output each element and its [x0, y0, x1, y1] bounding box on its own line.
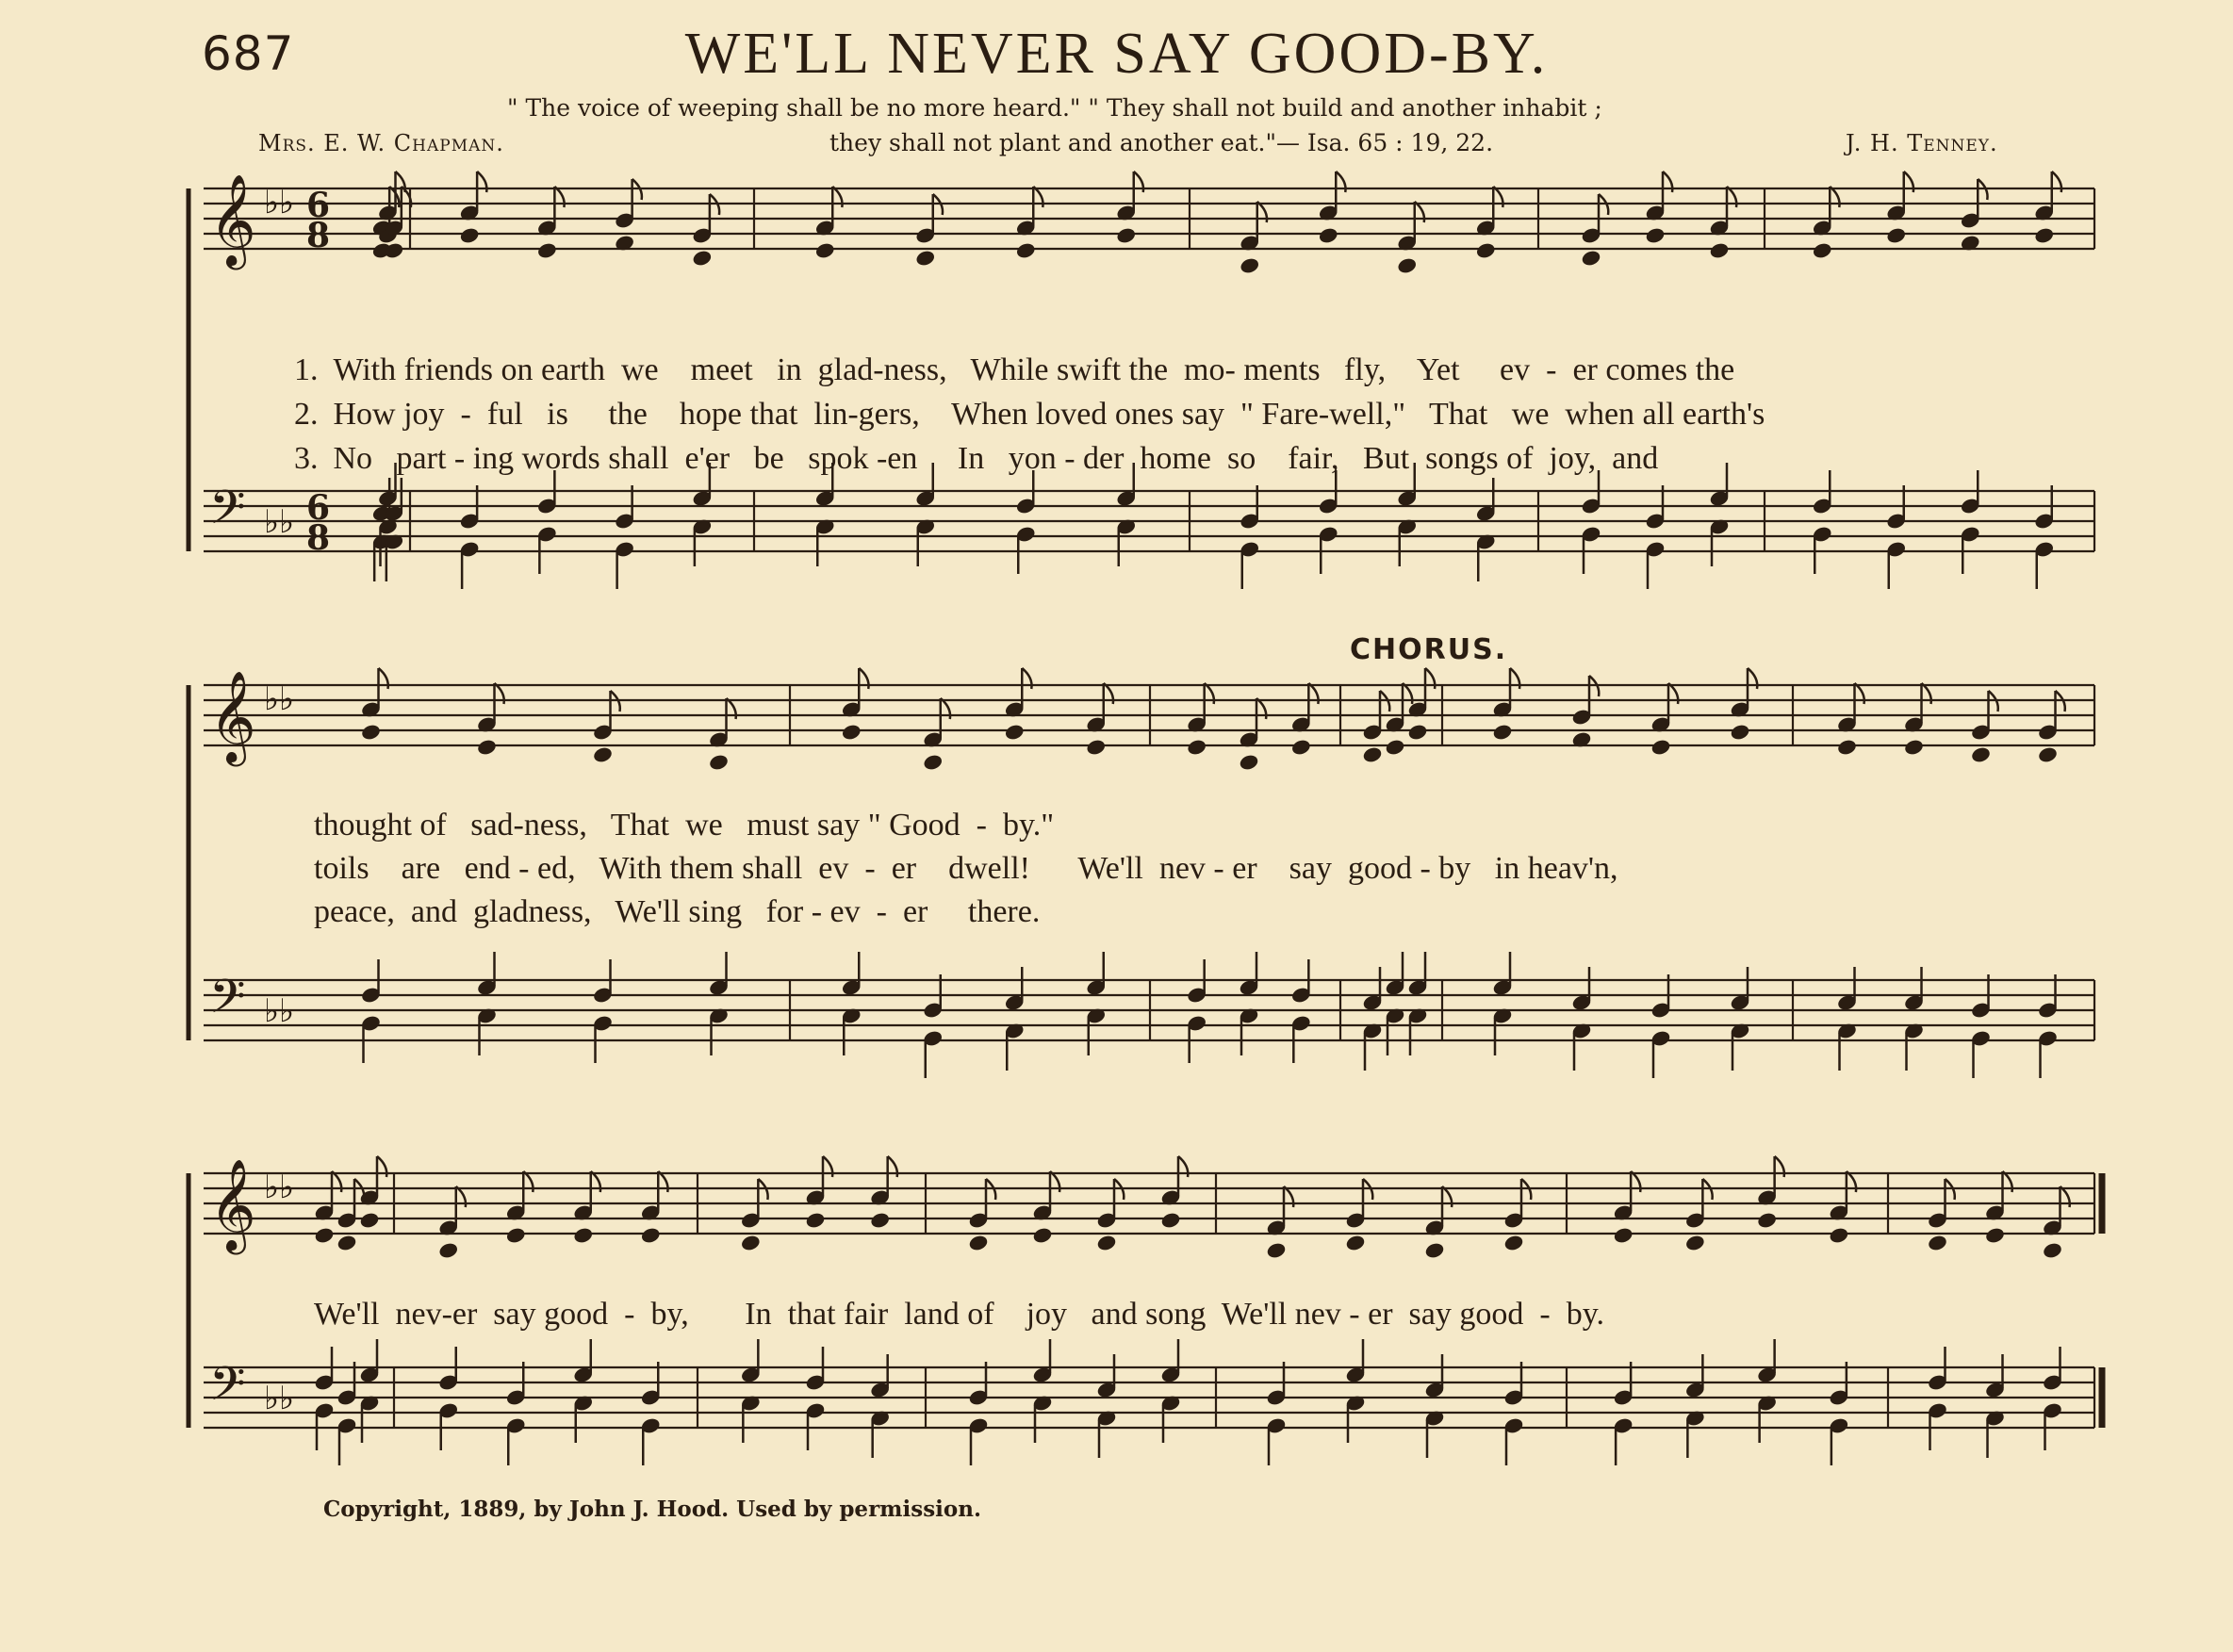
notehead — [1187, 739, 1207, 756]
lyric-verse-2: 2. How joy - ful is the hope that lin-gers, When loved ones say " Fare-well," That we when all earth's — [294, 397, 1765, 432]
time-signature-bottom: 8 — [306, 216, 331, 255]
flat-icon: ♭♭ — [264, 1169, 295, 1206]
notehead — [815, 242, 835, 259]
notehead — [692, 250, 712, 267]
notehead — [537, 242, 557, 259]
notehead — [842, 724, 862, 741]
notehead — [1362, 746, 1382, 763]
notehead — [1032, 1227, 1052, 1244]
notehead — [1971, 746, 1991, 763]
notehead — [593, 746, 613, 763]
notehead — [1581, 250, 1601, 267]
bass-clef-icon: 𝄢 — [209, 970, 246, 1036]
flat-icon: ♭♭ — [264, 503, 295, 541]
notehead — [2038, 746, 2058, 763]
notehead — [1709, 242, 1729, 259]
hymn-title: WE'LL NEVER SAY GOOD-BY. — [684, 22, 1549, 86]
notehead — [1385, 739, 1404, 756]
notehead — [1685, 1235, 1705, 1251]
bass-clef-icon: 𝄢 — [209, 481, 246, 547]
notehead — [459, 227, 479, 244]
notehead — [1005, 724, 1025, 741]
notehead — [709, 754, 729, 771]
notehead — [1757, 1212, 1777, 1229]
notehead — [1928, 1235, 1947, 1251]
notehead — [1407, 724, 1427, 741]
notehead — [506, 1227, 526, 1244]
notehead — [1503, 1235, 1523, 1251]
notehead — [1319, 227, 1338, 244]
lyric-verse-3: 3. No part - ing words shall e'er be spok -en In yon - der home so fair, But songs of joy, and — [294, 441, 1659, 476]
notehead — [359, 1212, 379, 1229]
notehead — [573, 1227, 593, 1244]
notehead — [1160, 1212, 1180, 1229]
flat-icon: ♭♭ — [264, 680, 295, 718]
scripture-line-1: " The voice of weeping shall be no more heard." " They shall not build and another inhabit ; — [507, 94, 1602, 122]
notehead — [1240, 257, 1259, 274]
notehead — [314, 1227, 334, 1244]
flat-icon: ♭♭ — [264, 1380, 295, 1417]
bass-clef-icon: 𝄢 — [209, 1357, 246, 1423]
notehead — [1086, 739, 1106, 756]
flat-icon: ♭♭ — [264, 184, 295, 221]
composer-credit: J. H. Tenney. — [1846, 130, 1998, 156]
time-signature-bottom: 8 — [306, 518, 331, 558]
notehead — [1266, 1242, 1286, 1259]
notehead — [1239, 754, 1258, 771]
notehead — [361, 724, 381, 741]
notehead — [1476, 242, 1496, 259]
notehead — [1016, 242, 1036, 259]
notehead — [1813, 242, 1832, 259]
time-signature-top: 6 — [306, 488, 331, 528]
notehead — [741, 1235, 761, 1251]
flat-icon: ♭♭ — [264, 992, 295, 1030]
notehead — [870, 1212, 890, 1229]
lyric-system3-line-1: We'll nev-er say good - by, In that fair land of joy and song We'll nev - er say good - by. — [314, 1297, 1604, 1332]
lyric-system2-line-3: peace, and gladness, We'll sing for - ev - er there. — [314, 894, 1041, 929]
notehead — [1829, 1227, 1848, 1244]
notehead — [923, 754, 943, 771]
treble-clef-icon: 𝄞 — [209, 670, 256, 762]
notehead — [805, 1212, 825, 1229]
lyric-system2-line-2: toils are end - ed, With them shall ev - er dwell! We'll nev - er say good - by in heav'n, — [314, 851, 1618, 886]
notehead — [1886, 227, 1906, 244]
notehead — [1645, 227, 1665, 244]
notehead — [1096, 1235, 1116, 1251]
notehead — [641, 1227, 661, 1244]
time-signature-top: 6 — [306, 186, 331, 225]
notehead — [1613, 1227, 1633, 1244]
notehead — [1650, 739, 1670, 756]
copyright-notice: Copyright, 1889, by John J. Hood. Used by permission. — [323, 1497, 981, 1522]
page-number: 687 — [202, 26, 295, 81]
scripture-line-2: they shall not plant and another eat."— Isa. 65 : 19, 22. — [829, 129, 1494, 156]
notehead — [337, 1235, 356, 1251]
notehead — [1985, 1227, 2005, 1244]
treble-clef-icon: 𝄞 — [209, 173, 256, 266]
treble-clef-icon: 𝄞 — [209, 1158, 256, 1251]
notehead — [1116, 227, 1136, 244]
lyric-verse-1: 1. With friends on earth we meet in glad-ness, While swift the mo- ments fly, Yet ev - er comes the — [294, 352, 1735, 387]
lyricist-credit: Mrs. E. W. Chapman. — [258, 130, 504, 156]
notehead — [1345, 1235, 1365, 1251]
notehead — [1424, 1242, 1444, 1259]
notehead — [1291, 739, 1311, 756]
notehead — [2043, 1242, 2062, 1259]
notehead — [1904, 739, 1924, 756]
notehead — [2034, 227, 2054, 244]
chorus-label: CHORUS. — [1350, 633, 1508, 666]
notehead — [915, 250, 935, 267]
lyric-system2-line-1: thought of sad-ness, That we must say " Good - by." — [314, 808, 1055, 842]
notehead — [1397, 257, 1417, 274]
notehead — [477, 739, 497, 756]
notehead — [968, 1235, 988, 1251]
notehead — [1837, 739, 1857, 756]
notehead — [1730, 724, 1749, 741]
notehead — [438, 1242, 458, 1259]
notehead — [1492, 724, 1512, 741]
